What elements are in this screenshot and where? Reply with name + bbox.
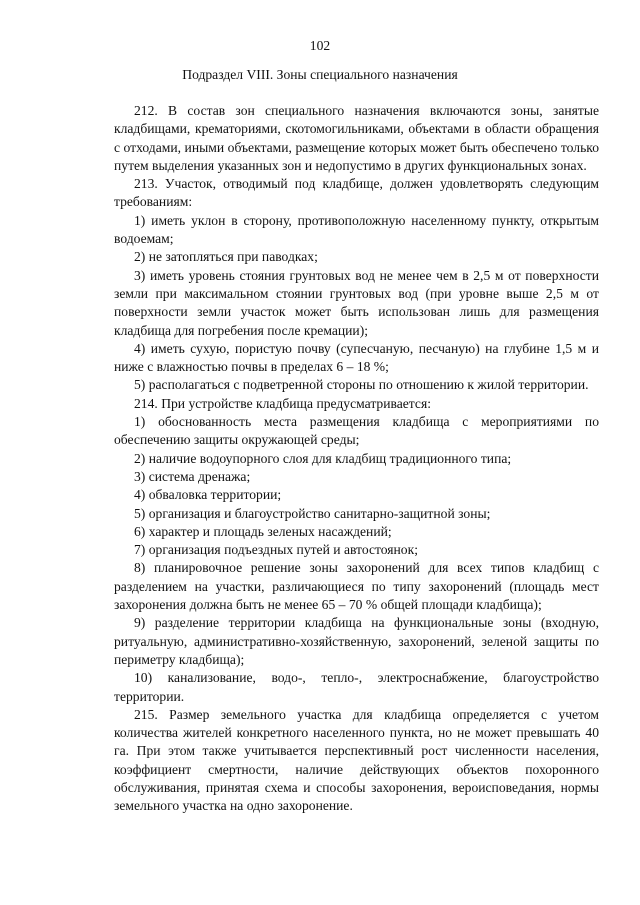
provision-item-9: 9) разделение территории кладбища на функциональные зоны (входную, ритуальную, административно-хозяйственную, захоронений, зеленой защиты по периметру кладбища); <box>114 615 599 667</box>
paragraph-214: 214. При устройстве кладбища предусматривается: <box>134 395 431 411</box>
section-title: Подраздел VIII. Зоны специального назначения <box>182 67 458 82</box>
paragraph-215: 215. Размер земельного участка для кладбища определяется с учетом количества жителей конкретного населенного пункта, но не может превышать 40 га. При этом также учитывается перспективный рост численности населения, коэффициент смертности, наличие действующих объектов похоронного обслуживания, принятая схема и способы захоронения, вероисповедания, нормы земельного участка на одно захоронение. <box>114 706 599 814</box>
paragraph-212: 212. В состав зон специального назначения включаются зоны, занятые кладбищами, крематориями, скотомогильниками, объектами в области обращения с отходами, иными объектами, размещение которых может быть обеспечено только путем выделения указанных зон и недопустимо в других функциональных зонах. <box>114 103 599 173</box>
provision-item-1: 1) обоснованность места размещения кладбища с мероприятиями по обеспечению защиты окружающей среды; <box>114 414 599 448</box>
requirement-item-4: 4) иметь сухую, пористую почву (супесчаную, песчаную) на глубине 1,5 м и ниже с влажностью почвы в пределах 6 – 18 %; <box>114 340 599 375</box>
body-text <box>114 102 599 816</box>
provision-item-6: 6) характер и площадь зеленых насаждений; <box>134 523 392 539</box>
requirement-item-3: 3) иметь уровень стояния грунтовых вод не менее чем в 2,5 м от поверхности земли при максимальном стоянии грунтовых вод (при уровне выше 2,5 м от поверхности земли участок может быть использован лишь для размещения кладбища для погребения после кремации); <box>114 267 599 338</box>
provision-item-2: 2) наличие водоупорного слоя для кладбищ традиционного типа; <box>134 450 512 466</box>
provision-item-8: 8) планировочное решение зоны захоронений для всех типов кладбищ с разделением на участки, различающиеся по типу захоронений (площадь мест захоронения должна быть не менее 65 – 70 % общей площади кладбища); <box>114 560 599 613</box>
paragraph-213: 213. Участок, отводимый под кладбище, должен удовлетворять следующим требованиям: <box>114 176 599 210</box>
requirement-item-2: 2) не затопляться при паводках; <box>134 249 318 265</box>
provision-item-4: 4) обваловка территории; <box>134 487 282 503</box>
provision-item-10: 10) канализование, водо-, тепло-, электроснабжение, благоустройство территории. <box>114 670 599 704</box>
page-number: 102 <box>309 38 331 53</box>
requirement-item-1: 1) иметь уклон в сторону, противоположную населенному пункту, открытым водоемам; <box>114 212 599 247</box>
requirement-item-5: 5) располагаться с подветренной стороны по отношению к жилой территории. <box>134 377 589 393</box>
provision-item-3: 3) система дренажа; <box>134 468 251 484</box>
provision-item-5: 5) организация и благоустройство санитарно-защитной зоны; <box>134 505 491 521</box>
provision-item-7: 7) организация подъездных путей и автостоянок; <box>134 542 418 558</box>
